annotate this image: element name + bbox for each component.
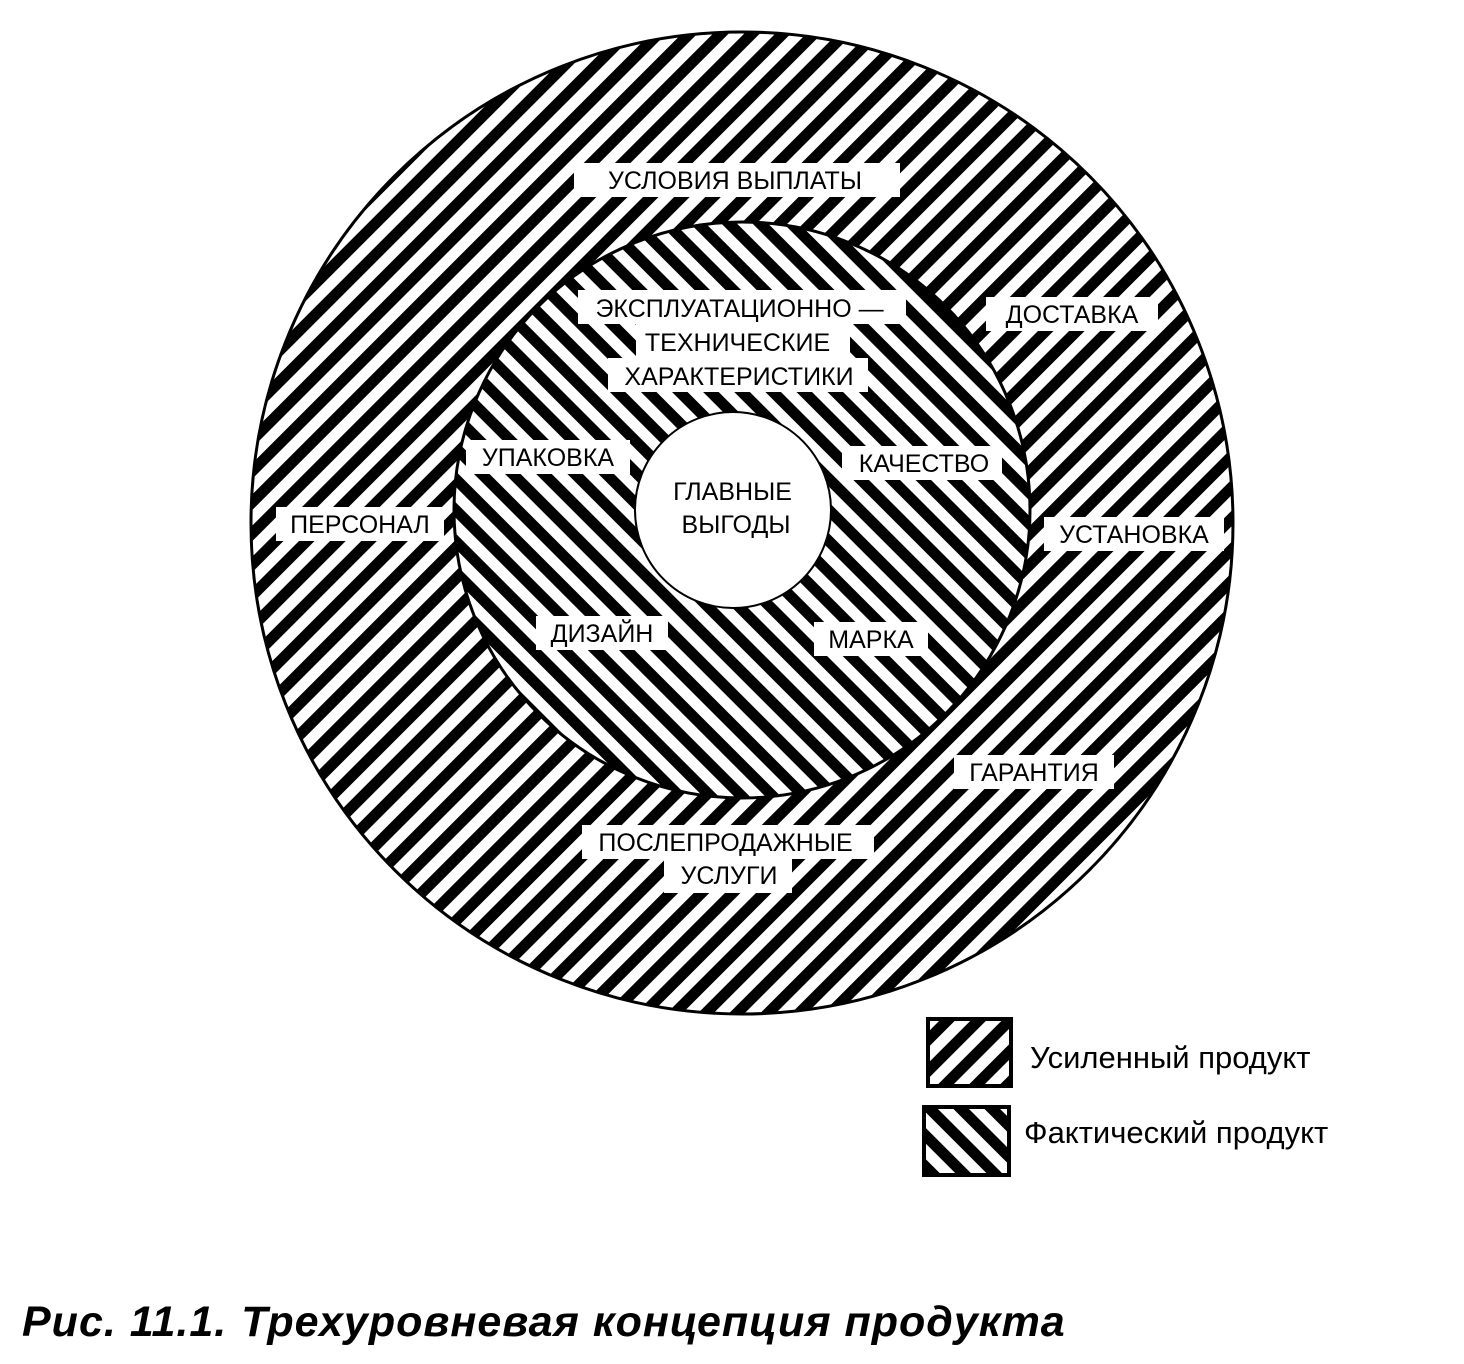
label-design: ДИЗАЙН bbox=[550, 620, 654, 648]
label-after-sales: ПОСЛЕПРОДАЖНЫЕ УСЛУГИ bbox=[598, 829, 853, 890]
label-personnel: ПЕРСОНАЛ bbox=[290, 511, 430, 539]
label-payment-terms: УСЛОВИЯ ВЫПЛАТЫ bbox=[608, 167, 862, 195]
label-installation: УСТАНОВКА bbox=[1059, 521, 1209, 549]
figure-number: Рис. 11.1. bbox=[22, 1298, 228, 1346]
figure-title: Трехуровневая концепция продукта bbox=[241, 1298, 1066, 1346]
core-label-line-2: ВЫГОДЫ bbox=[681, 511, 791, 539]
label-brand: МАРКА bbox=[828, 626, 914, 654]
legend bbox=[924, 1019, 1328, 1175]
label-warranty: ГАРАНТИЯ bbox=[969, 759, 1099, 787]
legend-swatch-actual bbox=[924, 1107, 1009, 1175]
legend-swatch-augmented bbox=[928, 1019, 1011, 1086]
label-delivery: ДОСТАВКА bbox=[1005, 301, 1139, 329]
core-label-line-1: ГЛАВНЫЕ bbox=[673, 478, 792, 506]
legend-label-augmented: Усиленный продукт bbox=[1030, 1040, 1311, 1075]
figure-caption bbox=[22, 1298, 1066, 1347]
legend-label-actual: Фактический продукт bbox=[1024, 1115, 1329, 1150]
label-quality: КАЧЕСТВО bbox=[858, 450, 990, 478]
core-benefits-circle bbox=[635, 412, 831, 608]
label-packaging: УПАКОВКА bbox=[481, 444, 615, 472]
label-characteristics: ЭКСПЛУАТАЦИОННО — ТЕХНИЧЕСКИЕ ХАРАКТЕРИСТИКИ bbox=[595, 295, 884, 391]
